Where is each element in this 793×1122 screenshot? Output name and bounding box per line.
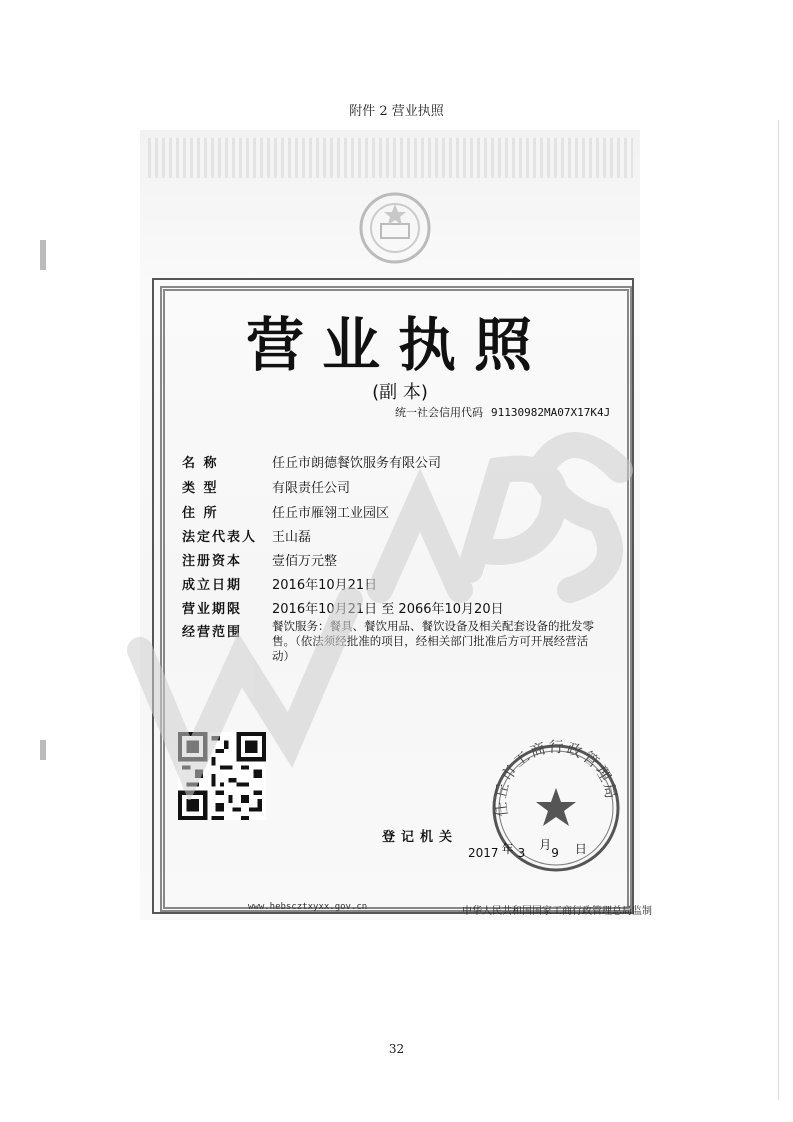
national-emblem-icon [355, 188, 435, 268]
qr-code-icon [178, 732, 266, 820]
field-label: 成立日期 [182, 578, 243, 593]
field-row-name [182, 452, 441, 471]
copy-label: (副 本) [372, 382, 428, 403]
registrar-label: 登记机关 [382, 830, 459, 845]
issue-year-unit: 年 [501, 842, 514, 856]
field-value: 王山磊 [272, 530, 312, 545]
field-row-capital [182, 550, 337, 569]
issue-month-unit: 月 [539, 838, 552, 852]
field-value: 壹佰万元整 [272, 554, 338, 569]
field-row-term [182, 598, 504, 617]
scan-edge [778, 120, 779, 1100]
field-row-legal-rep [182, 526, 311, 545]
field-row-scope [182, 621, 260, 640]
field-label: 名 称 [182, 456, 219, 471]
license-title: 营业执照 [245, 311, 550, 379]
issue-year: 2017 [468, 846, 499, 860]
field-value: 2016年10月21日 [272, 578, 378, 593]
page-number: 32 [388, 1042, 405, 1056]
scan-margin-mark [40, 240, 46, 270]
scan-margin-mark [40, 740, 46, 760]
field-label: 住 所 [182, 506, 219, 521]
issue-day: 9 [551, 846, 559, 860]
issue-day-unit: 日 [574, 842, 587, 856]
field-label: 注册资本 [182, 554, 243, 569]
field-row-founded [182, 574, 377, 593]
credit-code-line [395, 404, 610, 420]
field-label: 经营范围 [182, 625, 243, 640]
field-label: 营业期限 [182, 602, 243, 617]
license-top-strip [148, 138, 633, 178]
website-url: www.hebscztxyxx.gov.cn [248, 902, 368, 912]
field-row-address [182, 502, 389, 521]
issue-date [468, 838, 587, 861]
issue-month: 3 [517, 846, 526, 860]
credit-code-value: 91130982MA07X17K4J [491, 406, 611, 419]
field-row-type [182, 477, 350, 496]
page-header: 附件 2 营业执照 [349, 104, 444, 119]
seal-text: 任丘市工商行政管理局 [491, 738, 621, 818]
field-label: 法定代表人 [182, 530, 258, 545]
field-value: 任丘市朗德餐饮服务有限公司 [272, 456, 442, 471]
field-label: 类 型 [182, 481, 219, 496]
field-value: 有限责任公司 [272, 481, 351, 496]
field-value: 任丘市雁翎工业园区 [272, 506, 390, 521]
business-scope-value: 餐饮服务：餐具、餐饮用品、餐饮设备及相关配套设备的批发零售。（依法须经批准的项目，经相关部门批准后方可开展经营活动） [272, 619, 594, 663]
supervisor-text: 中华人民共和国国家工商行政管理总局监制 [462, 906, 652, 917]
credit-code-label: 统一社会信用代码 [395, 406, 483, 419]
field-value: 2016年10月21日 至 2066年10月20日 [272, 602, 504, 617]
